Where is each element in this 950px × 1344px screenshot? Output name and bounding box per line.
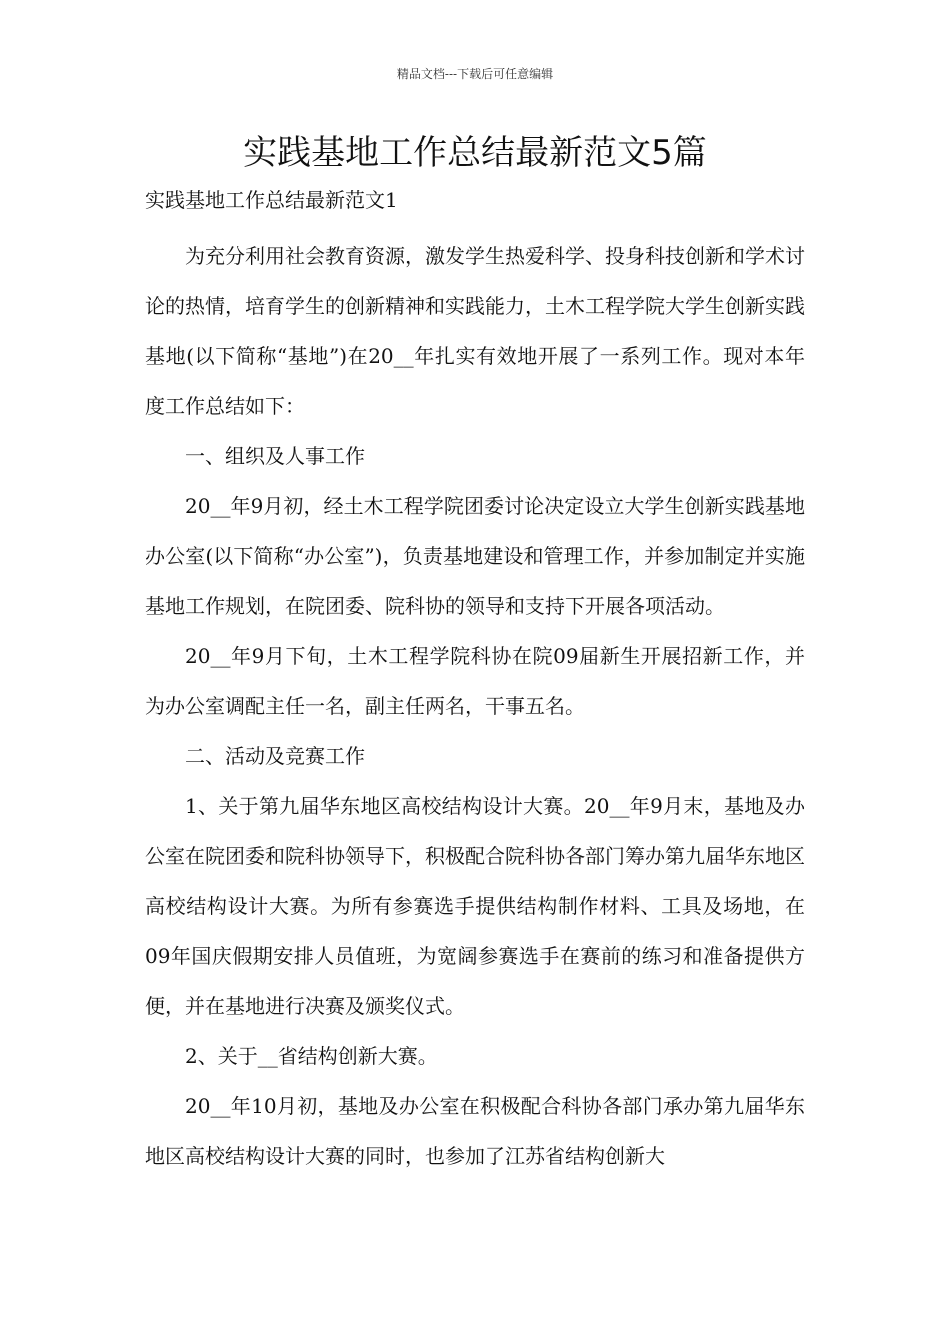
heading-organization: 一、组织及人事工作 [185,444,365,468]
heading-activities: 二、活动及竞赛工作 [185,744,365,768]
document-title: 实践基地工作总结最新范文5篇 [243,133,707,173]
paragraph-intro: 为充分利用社会教育资源，激发学生热爱科学、投身科技创新和学术讨论的热情，培育学生的创新精神和实践能力，土木工程学院大学生创新实践基地(以下简称“基地”)在20__年扎实有效地开展了一系列工作。现对本年度工作总结如下： [145,244,805,418]
paragraph-provincial-contest-heading: 2、关于__省结构创新大赛。 [185,1044,438,1068]
document-body [145,231,805,1181]
paragraph-provincial-contest: 20__年10月初，基地及办公室在积极配合科协各部门承办第九届华东地区高校结构设计大赛的同时，也参加了江苏省结构创新大 [145,1094,805,1168]
paragraph-structure-contest: 1、关于第九届华东地区高校结构设计大赛。20__年9月末，基地及办公室在院团委和院科协领导下，积极配合院科协各部门筹办第九届华东地区高校结构设计大赛。为所有参赛选手提供结构制作材料、工具及场地，在09年国庆假期安排人员值班，为宽阔参赛选手在赛前的练习和准备提供方便，并在基地进行决赛及颁奖仪式。 [145,794,805,1018]
paragraph-office-setup: 20__年9月初，经土木工程学院团委讨论决定设立大学生创新实践基地办公室(以下简称“办公室”)，负责基地建设和管理工作，并参加制定并实施基地工作规划，在院团委、院科协的领导和支持下开展各项活动。 [145,494,805,618]
paragraph-recruitment: 20__年9月下旬，土木工程学院科协在院09届新生开展招新工作，并为办公室调配主任一名，副主任两名，干事五名。 [145,644,805,718]
section-subtitle: 实践基地工作总结最新范文1 [145,188,398,212]
header-note: 精品文档---下载后可任意编辑 [396,67,554,81]
